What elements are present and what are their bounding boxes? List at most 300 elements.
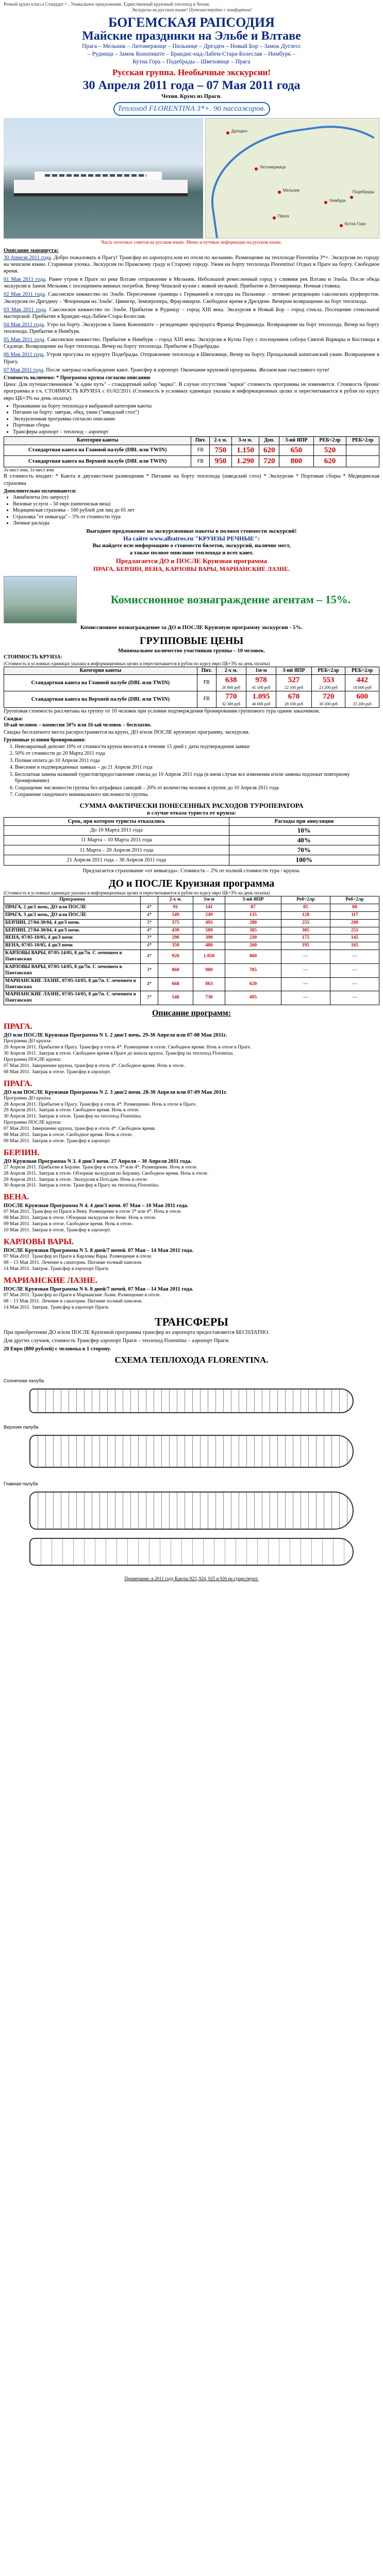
column-header: Категория каюты — [4, 437, 191, 445]
price-cell: 249 — [193, 911, 225, 919]
price-cell: 195 — [281, 942, 330, 950]
program-name: МАРИАНСКИЕ ЛАЗНЕ, 07/05-14/05, 8 дн/7н. С лечением в Пантавских — [4, 991, 141, 1005]
map-label-kutna-hora: Кутна Гора — [344, 221, 366, 226]
program-name: ВЕНА, 07/05-10/05, 4 дн/3 ночи — [4, 942, 141, 950]
day-date: 05 Мая 2011 года — [4, 337, 44, 343]
program-name: КАРЛОВЫ ВАРЫ, 07/05-14/05, 8 дн/7н. С лечением в Пантавских — [4, 963, 141, 977]
program-head: ДО или ПОСЛЕ Круизная Программа N 1. 2 дня/1 ночь. 29-30 Апреля или 07-08 Мая 2011г. — [4, 1032, 227, 1039]
day-item: 02 Мая 2011 года. Саксонское княжество по Эльбе. Пересечение границы с Германией и поездка на Пильнице – летнюю резиденцию саксонских курфюрстов. Экскурсия по Дрездену – 'Флоренция на Эльбе'. Цвингер, Земперопера, Фрауэнкирхе. Свободное время в Дрездене. Вечером возвращение на борт теплохода. — [4, 292, 380, 304]
price-cell: 350 — [158, 942, 193, 950]
price-cell: 548 — [158, 991, 193, 1005]
list-item: • Проживание на борту теплохода в выбранной категории каюты — [13, 403, 379, 410]
commission-sub: Комиссионное вознаграждение за ДО и ПОСЛЕ Круизную программу экскурсии - 5%. — [80, 624, 303, 631]
hotel-class: 4* — [141, 927, 158, 935]
column-header: 1м-м — [246, 667, 276, 675]
list-item: 4. Внесение в подтвержденных заявках – до 21 Апреля 2011 года — [15, 765, 379, 771]
cities — [4, 43, 379, 66]
column-header: 2-х м. — [216, 667, 246, 675]
price-cell: 785 — [225, 963, 281, 977]
conditions-list — [15, 744, 379, 799]
hotel-class: 3* — [141, 919, 158, 927]
column-header: 3-ий ЯПР — [279, 437, 314, 445]
price-eur: 553 — [322, 676, 335, 685]
do-after-table — [4, 896, 379, 1005]
price-cell: 117 — [330, 911, 379, 919]
sub-line: Экскурсии на русском языке! Путешествуйте с комфортом! — [131, 7, 252, 13]
transfers-title: ТРАНСФЕРЫ — [155, 1315, 228, 1329]
price-cell — [345, 675, 379, 691]
day-date: 04 Мая 2011 года — [4, 321, 44, 328]
day-text: Саксонское княжество по Эльбе. Прибытие в Рудницу – город XIII века. Экскурсия в Новый Бор – город стекла. Посещение стекольной мастерской. Прибытие в Брандис-над-Лабем-Стара-Болеслав. — [4, 307, 379, 319]
price-cell: 255 — [281, 919, 330, 927]
promo-cities: ПРАГА, БЕРЛИН, ВЕНА, КАРЛОВЫ ВАРЫ, МАРИАНСКИЕ ЛАЗНЕ. — [93, 565, 290, 573]
program-city: МАРИАНСКИЕ ЛАЗНЕ. — [4, 1276, 97, 1285]
list-item: 2. 50% от стоимости до 20 Марта 2011 года — [15, 751, 379, 757]
program-name: МАРИАНСКИЕ ЛАЗНЕ, 07/05-14/05, 8 дн/7н. С лечением в Пантавских — [4, 977, 141, 991]
promo-programs: Предлагается ДО и ПОСЛЕ Круизная программа — [115, 556, 268, 565]
cities-line-2: – Рудница – Замок Конопиште – Брандис-над-Лабем-Стара-Болеслав – Нимбурк – — [88, 51, 295, 58]
cabin-name: Стандартная каюта на Верхней палубе (DBL или TWIN) — [4, 456, 191, 467]
price-cell: 200 — [330, 919, 379, 927]
column-header: Реб<2лр — [281, 896, 330, 904]
table-header-row — [4, 896, 379, 904]
table-row — [4, 691, 379, 708]
table-row — [4, 904, 379, 911]
price-rub: 28 100 руб — [285, 701, 303, 706]
column-header: РЕБ<2лр — [311, 667, 345, 675]
program-block — [4, 1237, 379, 1273]
table-row — [4, 927, 379, 935]
program-line: 08 Мая 2011. Завтрак в отеле. Обзорная экскурсия по Вене. Ночь в отеле. — [4, 1215, 157, 1221]
fee-percent: 40% — [229, 835, 379, 845]
price-cell: 149 — [158, 911, 193, 919]
program-name: ПРАГА, 2 дн/1 ночь, ДО или ПОСЛЕ — [4, 904, 141, 911]
price-rub: 26 800 руб — [222, 685, 241, 690]
price-cell: 305 — [281, 927, 330, 935]
fee-period: До 10 Марта 2011 года — [4, 825, 229, 835]
table-row — [4, 845, 379, 855]
promo-block — [4, 528, 379, 573]
program-body — [4, 1209, 379, 1234]
price-cell: 255 — [330, 927, 379, 935]
program-line: 09 Мая 2011. Завтрак в отеле. Трансфер в аэропорт. — [4, 1138, 111, 1144]
column-header: 2-х м. — [210, 437, 231, 445]
list-item: 1. Невозвратный депозит 10% от стоимости круиза вносится в течение 15 дней с даты подтверждения заявки — [15, 744, 379, 751]
program-line: 30 Апреля 2011. Завтрак в отеле. Трансфер на теплоход Florentina. — [4, 1114, 142, 1120]
landscape-thumbnail — [4, 576, 77, 623]
day-item: 04 Мая 2011 года. Утро на борту. Экскурсия в Замок Конопиште – резиденцию эрцгерцога Франца Фердинанда. Возвращение на борт теплохода. Вечер на борту теплохода. Прибытие в Нимбурк. — [4, 321, 379, 334]
program-line: 29 Апреля 2011. Завтрак в отеле. Свободное время. Ночь в отеле. — [4, 1108, 140, 1113]
top-line: Речной круиз класса Стандарт + , Уникальное предложение, Единственный круизный теплоход в Чехии. — [4, 2, 210, 7]
price-rub: 41 100 руб — [252, 685, 271, 690]
price-cell — [216, 691, 246, 708]
hotel-class: 4* — [141, 977, 158, 991]
program-name: ВЕНА, 07/05-10/05, 4 дн/3 ночи — [4, 935, 141, 942]
price-cell: 290 — [158, 935, 193, 942]
cabin-name: Стандартная каюта на Главной палубе (DBL или TWIN) — [4, 445, 191, 456]
program-line: 08 Мая 2011. Завтрак в отеле. Свободное время. Ночь в отеле. — [4, 1132, 133, 1138]
program-line: 08 – 13 Мая 2011. Лечение в санатории. Питание полный пансион. — [4, 1298, 143, 1304]
group-title: ГРУППОВЫЕ ЦЕНЫ — [139, 635, 244, 647]
price-eur: 1.095 — [252, 692, 270, 701]
hotel-class: 4* — [141, 942, 158, 950]
program-line: 10 Мая 2011. Завтрак в отеле. Трансфер в аэропорт. — [4, 1228, 111, 1233]
program-head: ДО Круизная Программа N 3. 4 дня/3 ночи. 27 Апреля – 30 Апреля 2011 года. — [4, 1158, 192, 1164]
hotel-class: 3* — [141, 963, 158, 977]
transfers-body — [4, 1329, 379, 1352]
program-name: БЕРЛИН, 27/04-30/04, 4 дн/3 ночи. — [4, 927, 141, 935]
map-point-podebrady — [350, 196, 353, 199]
day-text: Добро пожаловать в Прагу! Трансфер из аэропорта или из отеля по желанию. Размещение на теплоходе Florentina 3*+. Экскурсия по городу на чешском языке. Старинная улочка. Экскурсия по Пражскому граду и Старому городу. Ужин на борту теплохода Florentina! Отдых в Праге на борту. Свободное время. — [4, 255, 380, 274]
price-cell: 480 — [193, 942, 225, 950]
column-header: РЕБ>2лр — [345, 667, 379, 675]
price-cell: 520 — [313, 445, 346, 456]
map-point-litomerice — [255, 167, 258, 171]
ship-windows — [45, 174, 146, 177]
price-subnote: 1х-мест ячм — [29, 467, 54, 473]
program-city: ВЕНА. — [4, 1193, 29, 1202]
price-cell — [276, 691, 312, 708]
list-item: • Портовые сборы — [13, 422, 379, 429]
program-body — [4, 1254, 379, 1273]
ship-name-pill: Теплоход FLORENTINA 3*+. 96 пассажиров. — [113, 102, 270, 116]
includes-section — [4, 375, 379, 435]
program-line: 08 Мая 2011. Завтрак в отеле. Трансфер в аэропорт. — [4, 1069, 111, 1075]
map-label-dresden: Дрезден — [231, 128, 247, 133]
program-block — [4, 1079, 379, 1145]
price-rub: 30 200 руб — [319, 701, 338, 706]
header-images — [4, 118, 379, 239]
program-head: ПОСЛЕ Круизная Программа N 6. 8 дней/7 ночей. 07 Мая – 14 Мая 2011 года. — [4, 1286, 193, 1292]
map-river — [205, 118, 379, 239]
day-date: 30 Апреля 2011 года — [4, 255, 51, 261]
promo-website[interactable]: На сайте www.albatros.ru "КРУИЗЫ РЕЧНЫЕ": — [123, 535, 260, 543]
price-cell: — — [281, 977, 330, 991]
day-date: 03 Мая 2011 года — [4, 307, 46, 313]
list-item: • Авиабилеты (по запросу) — [13, 495, 379, 501]
program-line: 14 Мая 2011. Завтрак. Трансфер в аэропорт Праги. — [4, 1266, 109, 1272]
fee-percent: 70% — [229, 845, 379, 855]
program-line: 07 Мая 2011. Трансфер из Праги в Карловы Вары. Размещение в отеле. — [4, 1254, 153, 1259]
price-cell: 800 — [279, 456, 314, 467]
list-item: • Трансферы аэропорт – теплоход – аэропорт — [13, 429, 379, 436]
map-point-nymburk — [324, 201, 327, 204]
group-cost-label: СТОИМОСТЬ КРУИЗА: — [4, 654, 62, 660]
program-line: 07 Мая 2011. Завершение круиза, трансфер в отель 4*. Свободное время. — [4, 1126, 156, 1131]
food-plan: FB — [197, 691, 216, 708]
program-line: 30 Апреля 2011. Завтрак в отеле. Трансфер в Прагу на теплоход Florentina. — [4, 1183, 159, 1189]
day-item: 06 Мая 2011 года. Утром прогулка по курорту Подебрады. Отправление теплохода в Швеховице, Вечер на борту. Прощальный капитанский ужин. Возвращение в Прагу. — [4, 352, 379, 365]
price-cell: 863 — [193, 977, 225, 991]
program-line: 29 Апреля 2011. Прибытие в Прагу. Трансфер в отель 4*. Размещение в отеле. Свободное время. Ночь в отеле в Праге. — [4, 1045, 252, 1050]
price-cell — [311, 691, 345, 708]
cabin-name: Стандартная каюта на Главной палубе (DBL или TWIN) — [4, 675, 197, 691]
table-header-row — [4, 817, 379, 825]
price-cell: 145 — [330, 935, 379, 942]
day-text: Утро на борту. Экскурсия в Замок Конопиште – резиденцию эрцгерцога Франца Фердинанда. Возвращение на борт теплохода. Вечер на борту теплохода. Прибытие в Нимбурк. — [4, 321, 379, 334]
price-eur: 600 — [356, 692, 368, 701]
fee-period: 11 Марта – 10 Марта 2011 года — [4, 835, 229, 845]
program-line: Программа ПОСЛЕ круиза: — [4, 1120, 62, 1126]
program-line: 28 Апреля 2011. Прибытие в Прагу. Трансфер в отель 4*. Размещение. Ночь в отеле в Праге. — [4, 1101, 197, 1107]
program-block — [4, 1276, 379, 1311]
price-cell: 495 — [225, 991, 281, 1005]
price-cell: 439 — [158, 927, 193, 935]
price-cell: 668 — [158, 977, 193, 991]
price-cell: 950 — [210, 456, 231, 467]
column-header: Пит. — [197, 667, 216, 675]
program-body — [4, 1293, 379, 1311]
price-cell: 1.290 — [231, 456, 259, 467]
column-header: РЕБ>2лр — [346, 437, 379, 445]
price-cell: 80 — [330, 904, 379, 911]
transfers-text: При приобретении ДО и/или ПОСЛЕ Круизной программы трансфер из аэропорта предоставляется БЕСПЛАТНО. — [4, 1329, 270, 1335]
page — [4, 0, 379, 1582]
program-name: БЕРЛИН, 27/04-30/04, 4 дн/3 ночи. — [4, 919, 141, 927]
program-line: 07 Мая 2011. Завершение круиза, трансфер в отель 4*. Свободное время. Ночь в отеле. — [4, 1063, 185, 1069]
fees-table — [4, 817, 379, 866]
map-label-nymburk: Нимбурк — [329, 198, 346, 203]
food-plan: FB — [197, 675, 216, 691]
table-row — [4, 935, 379, 942]
list-item: 6. Сокращение численности группы без штрафных санкций – 20% от количества человек в группе до 10 Апреля 2011 года — [15, 785, 379, 792]
ship-scheme — [4, 1368, 379, 1574]
table-row — [4, 963, 379, 977]
deck-plan-main — [29, 1492, 354, 1530]
price-rub: 46 000 руб — [252, 701, 271, 706]
price-rub: 25 200 руб — [353, 701, 372, 706]
table-row — [4, 911, 379, 919]
day-item: 30 Апреля 2011 года. Добро пожаловать в Прагу! Трансфер из аэропорта или из отеля по желанию. Размещение на теплоходе Florentina 3*+. Экскурсия по городу на чешском языке. Старинная улочка. Экскурсия по Пражскому граду и Старому городу. Ужин на борту теплохода Florentina! Отдых в Праге на борту. Свободное время. — [4, 255, 380, 274]
table-row — [4, 835, 379, 845]
list-item: • Питание на борту: завтрак, обед, ужин ("шведский стол") — [13, 410, 379, 416]
map-label-litomerice: Литомержице — [259, 164, 286, 170]
price-cell: 495 — [193, 919, 225, 927]
program-line: Программа ПОСЛЕ круиза: — [4, 1057, 62, 1062]
price-cell — [216, 675, 246, 691]
hotel-class: 3* — [141, 935, 158, 942]
price-eur: 978 — [255, 676, 267, 685]
route-description — [4, 255, 379, 374]
fee-percent: 100% — [229, 855, 379, 865]
column-header — [141, 896, 158, 904]
map-point-praha — [273, 216, 276, 219]
day-date: 06 Мая 2011 года — [4, 352, 44, 358]
deck-label: Солнечная палуба — [4, 1378, 44, 1383]
column-header: РЕБ<2лр — [313, 437, 346, 445]
day-date: 02 Мая 2011 года — [4, 292, 45, 298]
scheme-title: СХЕМА ТЕПЛОХОДА FLORENTINA. — [114, 1355, 269, 1365]
table-header-row — [4, 437, 379, 445]
cities-line-1: Прага – Мельник – Литомержице – Пильнице – Дрезден – Новый Бор – Замок Дуглесс — [82, 43, 301, 50]
russian-group-banner: Русская группа. Необычные экскурсии! — [112, 67, 271, 77]
day-text: Ранее утром в Праге по реке Влтаве отправление в Мельник. Небольшой ремесленный город у слияния рек Влтава и Эльба. После обеда экскурсия в Замок Мельник с посещением винных погребов. Вечер Чешской кухни с живой музыкой. Прибытие в Литомержице. Ночная стоянка. — [4, 277, 379, 290]
group-text: Групповая стоимость рассчитана на группу от 10 человек при условии подтверждения бронирования группового тура одним заказчиком. — [4, 708, 320, 714]
list-item: 7. Сохранение скидочного минимального численности группы. — [15, 792, 379, 799]
table-row — [4, 977, 379, 991]
deck-plan-lower — [29, 1538, 354, 1566]
map-label-melnik: Мельник — [282, 188, 299, 193]
program-name: ПРАГА, 3 дн/2 ночь, ДО или ПОСЛЕ — [4, 911, 141, 919]
map-point-melnik — [278, 191, 281, 194]
list-item: 5. Бесплатная замена названий туристов/предоставление списка до 10 Апреля 2011 года (в ином случае все изменения и/или замены подлежат повторному бронированию) — [15, 772, 379, 785]
price-cell: 85 — [281, 904, 330, 911]
price-cell: 1.150 — [231, 445, 259, 456]
program-city: КАРЛОВЫ ВАРЫ. — [4, 1237, 74, 1246]
table-row — [4, 942, 379, 950]
group-text: Скидка бесплатного места распространяется на круиз, ДО и/или ПОСЛЕ круизную программу, экскурсии. — [4, 729, 250, 735]
price-rub: 23 200 руб — [319, 685, 338, 690]
column-header: Программа — [4, 896, 141, 904]
fee-period: 21 Апреля 2011 года – 30 Апреля 2011 года — [4, 855, 229, 865]
programs-title: Описание программ: — [152, 1009, 231, 1018]
fee-percent: 10% — [229, 825, 379, 835]
ship-hull — [14, 180, 188, 196]
day-text: После завтрака освобождение кают. Трансфер в аэропорт. Окончание круизной программы. Желаем вам счастливого пути! — [46, 367, 330, 373]
group-discount-label: Скидка: — [4, 716, 23, 722]
program-line: Программа ДО круиза: — [4, 1095, 52, 1101]
table-row — [4, 675, 379, 691]
program-block — [4, 1192, 379, 1234]
price-cell — [276, 675, 312, 691]
day-item: 01 Мая 2011 года. Ранее утром в Праге по реке Влтаве отправление в Мельник. Небольшой ремесленный город у слияния рек Влтава и Эльба. После обеда экскурсия в Замок Мельник с посещением винных погребов. Вечер Чешской кухни с живой музыкой. Прибытие в Литомержице. Ночная стоянка. — [4, 277, 379, 290]
includes-list — [13, 403, 379, 436]
day-text: Саксонское княжество по Эльбе. Пересечение границы с Германией и поездка на Пильнице – летнюю резиденцию саксонских курфюрстов. Экскурсия по Дрездену – 'Флоренция на Эльбе'. Цвингер, Земперопера, Фрауэнкирхе. Свободное время в Дрездене. Вечером возвращение на борт теплохода. — [4, 292, 380, 304]
commission-title: Комиссионное вознаграждение агентам – 15%. — [110, 593, 351, 606]
price-cell: 128 — [281, 911, 330, 919]
column-header: Расходы при аннуляции — [229, 817, 379, 825]
program-line: 08 – 13 Мая 2011. Лечение в санатории. Питание полный пансион. — [4, 1260, 143, 1265]
cruise-dates: 30 Апреля 2011 года – 07 Мая 2011 года — [82, 79, 301, 93]
hotel-class: 4* — [141, 950, 158, 964]
list-item: 3. Полная оплата до 10 Апреля 2011 года — [15, 758, 379, 765]
table-row — [4, 919, 379, 927]
photo-caption: Часть полезных советов на русском языке. Меню и путевые информации на русском языке. — [101, 239, 282, 245]
program-head: ПОСЛЕ Круизная Программа N 5. 8 дней/7 ночей. 07 Мая – 14 Мая 2011 года. — [4, 1247, 193, 1253]
program-line: 07 Мая 2011. Трансфер из Праги в Вену. Размещение в отеле 3* или 4*. Ночь в отеле. — [4, 1209, 182, 1215]
route-description-heading: Описание маршрута: — [4, 247, 59, 253]
map-point-dresden — [226, 131, 229, 134]
hotel-class: 4* — [141, 904, 158, 911]
price-cell: 87 — [225, 904, 281, 911]
program-line: 07 Мая 2011. Трансфер из Праги в Марианские Лазне. Размещение в отеле. — [4, 1292, 161, 1298]
price-rub: 22 100 руб — [285, 685, 303, 690]
transfers-text: Для других случаев, стоимость Трансфер аэропорт Праги – теплоход Florentina – аэропорт Праги: — [4, 1338, 230, 1344]
price-cell-empty — [346, 445, 379, 456]
program-block — [4, 1022, 379, 1075]
column-header: 1м-м — [193, 896, 225, 904]
program-city: ПРАГА. — [4, 1022, 32, 1031]
extra-includes: В стоимость входит: * Каюта в двухместном размещении * Питание на борту теплохода (шведский стол) * Экскурсии * Портовые сборы * Медицинская страховка — [4, 473, 379, 486]
price-table-subnotes: 3х-мест ячм, 1х-мест ячм — [4, 467, 54, 473]
price-cell — [345, 691, 379, 708]
price-cell: 385 — [225, 927, 281, 935]
price-cell: 375 — [158, 919, 193, 927]
price-subnote: 3х-мест ячм — [4, 467, 28, 473]
list-item: • Страховка "от невыезда" – 5% от стоимости тура — [13, 514, 379, 521]
fees-title: СУММА ФАКТИЧЕСКИ ПОНЕСЕННЫХ РАСХОДОВ ТУРОПЕРАТОРА — [79, 801, 304, 809]
do-after-note: (Стоимость в условных единицах указана в информационных целях и пересчитывается в рубли по курсу евро ЦБ+3% на день оплаты) — [4, 890, 270, 895]
day-date: 01 Мая 2011 года — [4, 277, 46, 283]
program-body — [4, 1039, 379, 1075]
table-row — [4, 991, 379, 1005]
cabin-name: Стандартная каюта на Верхней палубе (DBL или TWIN) — [4, 691, 197, 708]
promo-line: Вы найдете всю информацию о стоимости билетов, экскурсий, наличие мест, — [92, 543, 291, 549]
column-header: Категория каюты — [4, 667, 197, 675]
column-header: 2-х м. — [158, 896, 193, 904]
price-table — [4, 436, 379, 467]
scheme-footer: Примечание: в 2011 году Каюты 923, 924, 925 и 926 не существуют. — [124, 1575, 259, 1581]
price-cell: 390 — [193, 935, 225, 942]
route-label: Чехия. Круиз из Праги. — [161, 93, 222, 100]
price-rub: 32 300 руб — [222, 701, 241, 706]
group-conditions — [4, 708, 379, 799]
fee-period: 11 Марта – 20 Апреля 2011 года — [4, 845, 229, 855]
price-cell: 91 — [158, 904, 193, 911]
price-eur: 527 — [288, 676, 300, 685]
program-line: 14 Мая 2011. Завтрак. Трансфер в аэропорт Праги. — [4, 1304, 109, 1310]
list-item: • Визовые услуги – 50 евро (шенгенская виза) — [13, 501, 379, 508]
price-cell — [246, 675, 276, 691]
price-cell: 860 — [225, 950, 281, 964]
transfers-price: 20 Евро (800 рублей) с человека в 1 сторону. — [4, 1346, 111, 1352]
column-header: Срок, при котором туристы отказались — [4, 817, 229, 825]
list-item: • Медицинская страховка – 160 рублей для лиц до 65 лет — [13, 507, 379, 514]
day-item: 03 Мая 2011 года. Саксонское княжество по Эльбе. Прибытие в Рудницу – город XIII века. Экскурсия в Новый Бор – город стекла. Посещение стекольной мастерской. Прибытие в Брандис-над-Лабем-Стара-Болеслав. — [4, 307, 379, 319]
program-city: БЕРЛИН. — [4, 1148, 40, 1157]
extra-heading: Дополнительно оплачиваются: — [4, 488, 77, 494]
price-cell: 280 — [225, 919, 281, 927]
deck-plan-upper — [29, 1435, 354, 1468]
commission-block — [4, 576, 379, 623]
includes-intro: Цена: Для путешественников "в один путь" - стандартный набор "варка". В случае отсутствия "варки" стоимость программы не изменяется. Стоимость брони/программы в т.ч. СТОИМОСТЬ КРУИЗА с 01/02/2011 (Стоимость в условных единицах указана в информационных целях и пересчитывается в рубли по курсу евро ЦБ+3% на день оплаты): — [4, 382, 379, 401]
table-header-row — [4, 667, 379, 675]
extra-list — [13, 495, 379, 527]
do-after-title: ДО и ПОСЛЕ Круизная программа — [108, 877, 275, 889]
includes-heading: Стоимость включено: * Программа круиза согласно описанию — [4, 375, 151, 381]
price-cell: 230 — [225, 935, 281, 942]
table-row — [4, 855, 379, 865]
fees-subtitle: в случае отказа туриста от круиза: — [147, 809, 236, 816]
price-cell: 620 — [259, 445, 279, 456]
deck-label: Верхняя палуба — [4, 1424, 39, 1430]
price-eur: 670 — [288, 692, 300, 701]
day-text: Саксонское княжество. Прибытие в Нимбурк – город XIII века. Экскурсия в Кутна Гору с посещением собора Святой Варвары и Костницы в Седлеце. Возвращение на борт теплохода. Вечер на борту теплохода. Прибытие в Подебрады. — [4, 337, 380, 350]
price-cell: 1.050 — [193, 950, 225, 964]
price-cell: 620 — [225, 977, 281, 991]
group-conditions-heading: Групповые условия бронирования: — [4, 737, 86, 743]
group-discount: 10-ый человек – комиссия 50% или 16-ый человек – бесплатно. — [4, 722, 152, 728]
program-line: 27 Апреля 2011. Прибытие в Берлин. Трансфер в отель 3* или 4*. Размещение. Ночь в отеле. — [4, 1164, 198, 1170]
group-price-table — [4, 667, 379, 708]
route-map — [205, 118, 379, 239]
promo-line: Выгоднее предложение на экскурсионные пакеты в полном стоимости экскурсий! — [86, 528, 297, 534]
program-name: КАРЛОВЫ ВАРЫ, 07/05-14/05, 8 дн/7н. С лечением в Пантавских — [4, 950, 141, 964]
cities-line-3: Кутна Гора – Подебрады – Швеховице – Прага — [132, 59, 251, 65]
column-header: 3-ий ЯПР — [225, 896, 281, 904]
ship-photo — [4, 118, 203, 239]
column-header: 3-ий ЯПР — [276, 667, 312, 675]
price-cell: — — [281, 991, 330, 1005]
list-item: • Экскурсионная программа согласно описанию — [13, 416, 379, 423]
deck-label: Главная палуба — [4, 1481, 38, 1486]
table-row — [4, 445, 379, 456]
program-body — [4, 1096, 379, 1145]
group-note: (Стоимость в условных единицах указана в информационных целях и пересчитывается в рубли по курсу евро ЦБ+3% на день оплаты) — [4, 660, 270, 666]
column-header: Доп. — [259, 437, 279, 445]
page-title: БОГЕМСКАЯ РАПСОДИЯ — [108, 14, 275, 30]
day-item: 05 Мая 2011 года. Саксонское княжество. Прибытие в Нимбурк – город XIII века. Экскурсия в Кутна Гору с посещением собора Святой Варвары и Костницы в Седлеце. Возвращение на борт теплохода. Вечер на борту теплохода. Прибытие в Подебрады. — [4, 337, 380, 350]
